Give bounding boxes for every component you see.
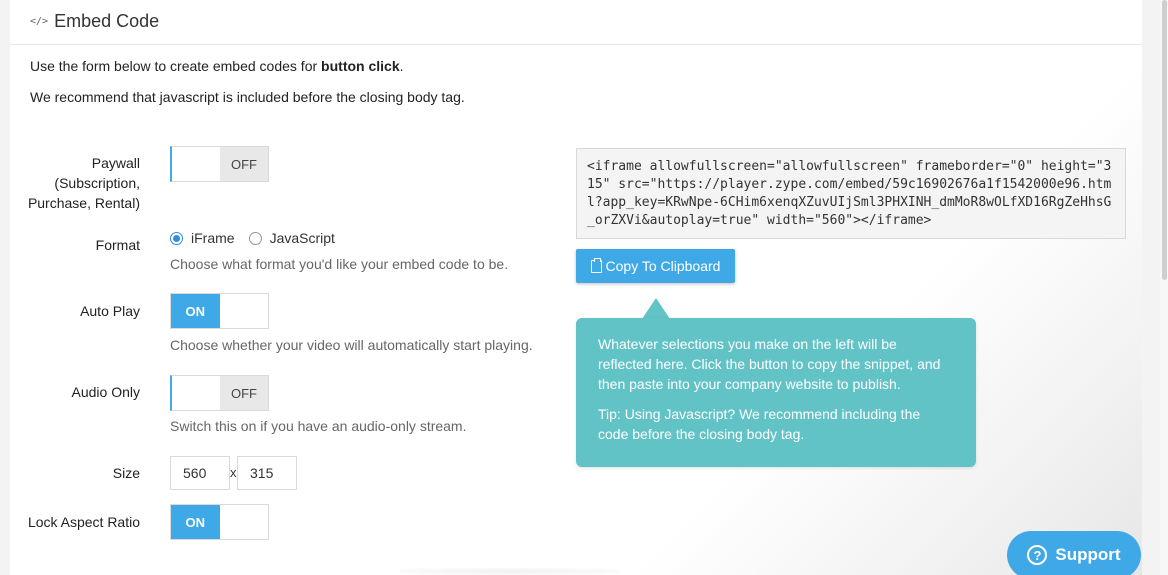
- audio-only-label: Audio Only: [71, 384, 140, 400]
- support-button[interactable]: [1007, 531, 1141, 575]
- help-tooltip: [576, 318, 976, 467]
- scrollbar[interactable]: [1160, 0, 1168, 575]
- audio-only-toggle[interactable]: [170, 375, 269, 411]
- intro-line-2: We recommend that javascript is included before the closing body tag.: [30, 89, 465, 105]
- paywall-toggle[interactable]: [170, 146, 269, 182]
- auto-play-toggle[interactable]: [170, 293, 269, 329]
- lock-aspect-label: Lock Aspect Ratio: [27, 514, 140, 530]
- size-label: Size: [112, 465, 140, 481]
- scrollbar-thumb[interactable]: [1162, 0, 1167, 280]
- intro-period: .: [399, 58, 404, 74]
- header-divider: [10, 44, 1142, 45]
- format-radio-group: [170, 230, 349, 246]
- width-input[interactable]: [170, 456, 230, 490]
- bottom-shadow: [400, 568, 620, 575]
- radio-iframe[interactable]: [170, 232, 183, 245]
- toggle-state: ON: [171, 294, 220, 328]
- toggle-state: OFF: [220, 147, 268, 181]
- copy-button-label: Copy To Clipboard: [605, 258, 721, 274]
- intro-text: Use the form below to create embed codes for: [30, 58, 322, 74]
- support-label: Support: [1055, 545, 1121, 564]
- toggle-knob: [220, 294, 269, 328]
- toggle-knob: [172, 147, 220, 181]
- question-icon: ?: [1027, 545, 1047, 565]
- toggle-knob: [220, 505, 269, 539]
- tooltip-arrow: [642, 298, 670, 319]
- audio-only-help: Switch this on if you have an audio-only stream.: [170, 418, 467, 434]
- code-icon: </>: [30, 16, 49, 27]
- intro-line-1: [30, 58, 404, 74]
- section-title: Embed Code: [54, 11, 160, 31]
- section-header: [30, 11, 159, 32]
- paywall-label: Paywall (Subscription, Purchase, Rental): [27, 155, 140, 211]
- copy-to-clipboard-button[interactable]: [576, 249, 735, 283]
- format-help: Choose what format you'd like your embed code to be.: [170, 256, 509, 272]
- embed-code-output[interactable]: <iframe allowfullscreen="allowfullscreen" frameborder="0" height="315" src="https://player.zype.com/embed/59c16902676a1f1542000e96.html?app_key=KRwNpe-6CHim6xenqXZuvUIjSml3PHXINH_dmMoR8wOLfXD16RgZeHhsG_orZXVi&autoplay=true" width="560"></iframe>: [576, 148, 1126, 239]
- format-option-javascript[interactable]: [249, 230, 335, 246]
- radio-label-iframe: iFrame: [191, 230, 235, 246]
- size-separator: x: [230, 465, 237, 480]
- radio-javascript[interactable]: [249, 232, 262, 245]
- tooltip-tip: Tip: Using Javascript? We recommend including the code before the closing body tag.: [598, 406, 921, 442]
- auto-play-help: Choose whether your video will automatically start playing.: [170, 337, 533, 353]
- toggle-state: OFF: [220, 376, 268, 410]
- format-label: Format: [95, 237, 140, 253]
- radio-label-javascript: JavaScript: [269, 230, 335, 246]
- tooltip-text: Whatever selections you make on the left will be reflected here. Click the button to copy the snippet, and then paste into your company website to publish.: [598, 336, 941, 392]
- toggle-state: ON: [171, 505, 220, 539]
- lock-aspect-toggle[interactable]: [170, 504, 269, 540]
- auto-play-label: Auto Play: [80, 303, 140, 319]
- toggle-knob: [172, 376, 220, 410]
- clipboard-icon: [591, 260, 602, 273]
- format-option-iframe[interactable]: [170, 230, 235, 246]
- intro-bold-text: button click: [321, 58, 400, 74]
- height-input[interactable]: [237, 456, 297, 490]
